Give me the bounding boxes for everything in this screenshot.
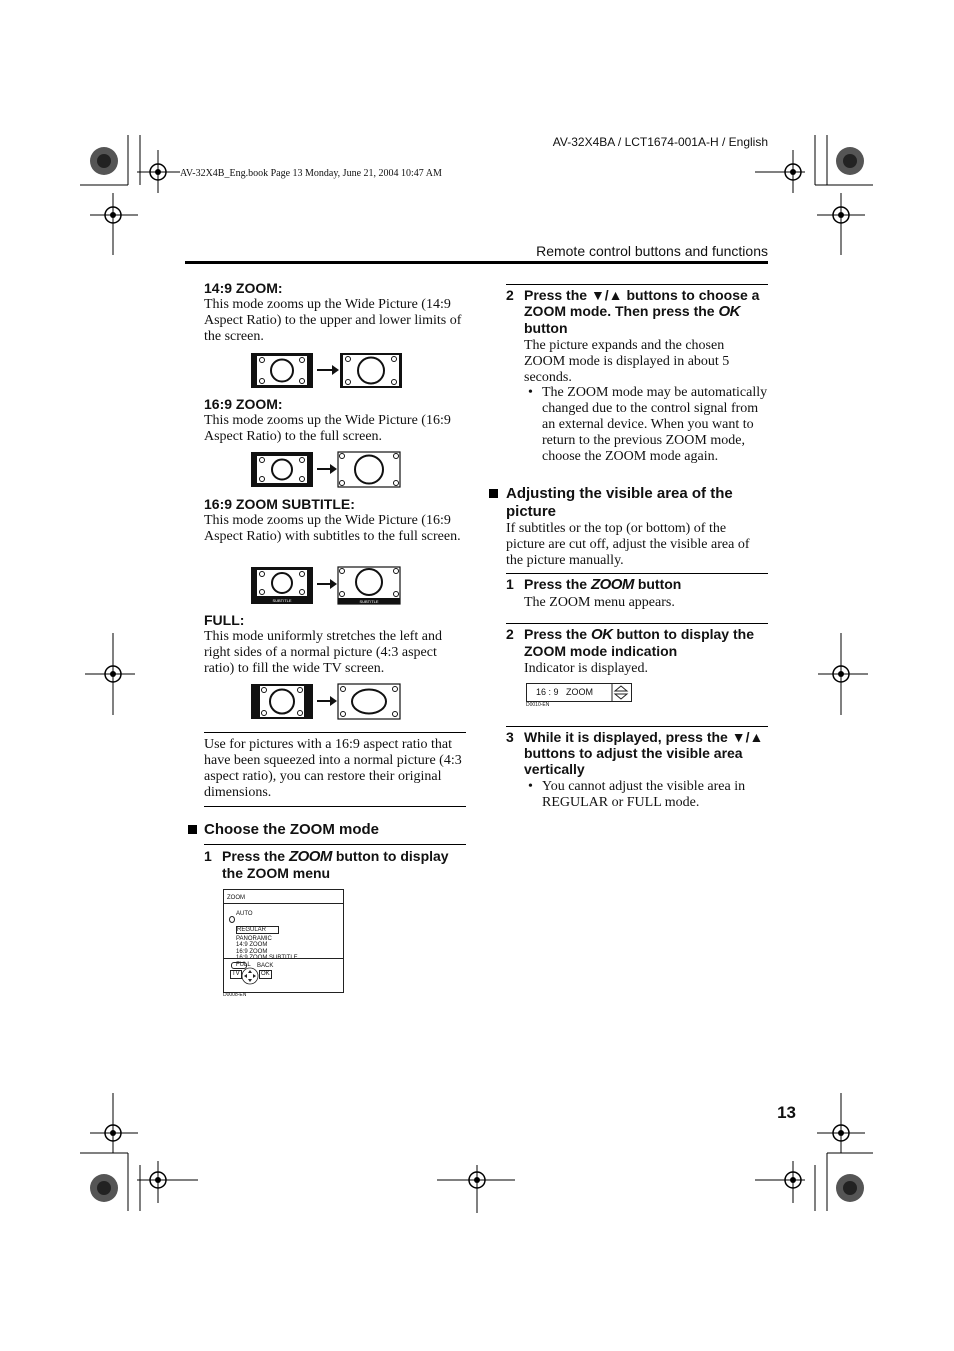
- right-step-1-number: 1: [506, 576, 514, 592]
- full-body: This mode uniformly stretches the left and right sides of a normal picture (4:3 aspect ratio) to fill the wide TV screen.: [204, 629, 442, 676]
- crop-mark-mid-right: [818, 633, 878, 715]
- zoom-149-title: 14:9 ZOOM:: [204, 280, 283, 296]
- zoom-169-diagram: [250, 451, 405, 489]
- right-step-2-number: 2: [506, 626, 514, 642]
- choose-zoom-rule: [204, 844, 466, 845]
- adjust-heading: Adjusting the visible area of the picture: [506, 485, 733, 520]
- aspect-note: Use for pictures with a 16:9 aspect ratio that have been squeezed into a normal picture (4:3 aspect ratio), you can restore their original dimensions.: [204, 737, 462, 800]
- right-step-1-text: Press the ZOOM button: [524, 576, 682, 593]
- menu-ok-label: OK: [261, 971, 270, 977]
- zoom-button-logo: ZOOM: [288, 848, 332, 865]
- list-item: • You cannot adjust the visible area in REGULAR or FULL mode.: [524, 779, 768, 811]
- menu-item-panoramic: PANORAMIC: [236, 935, 272, 942]
- menu-item-149-zoom: 14:9 ZOOM: [236, 942, 268, 948]
- right-top-rule: [506, 284, 768, 285]
- left-step-1-text: Press the ZOOM button to display the ZOOM menu: [222, 848, 449, 881]
- zoom-menu-title: ZOOM: [227, 895, 245, 901]
- right-step-2a-number: 2: [506, 287, 514, 303]
- right-step-2a-text: Press the ▼/▲ buttons to choose a ZOOM mode. Then press the OK button: [524, 287, 760, 336]
- down-up-arrows-icon: ▼/▲: [590, 287, 623, 303]
- book-stamp: AV-32X4B_Eng.book Page 13 Monday, June 21, 2004 10:47 AM: [180, 168, 442, 179]
- menu-item-full: FULL: [236, 961, 251, 968]
- right-step-2-rule: [506, 623, 768, 624]
- crop-mark-top-right: [755, 135, 875, 260]
- menu-item-169-zoom: 16:9 ZOOM: [236, 948, 268, 955]
- model-reference: AV-32X4BA / LCT1674-001A-H / English: [552, 135, 768, 149]
- zoom-menu-screenshot: [223, 889, 344, 993]
- right-step-3-bullets: [524, 779, 768, 811]
- arrow-pad-icon: [239, 966, 261, 986]
- zoom-169-title: 16:9 ZOOM:: [204, 396, 283, 412]
- zoom-149-body: This mode zooms up the Wide Picture (14:9 Aspect Ratio) to the upper and lower limits of the screen.: [204, 297, 462, 344]
- zoom-indicator-text: 16 : 9 ZOOM: [536, 687, 594, 697]
- section-title: Remote control buttons and functions: [536, 243, 768, 259]
- right-step-2-body: Indicator is displayed.: [524, 661, 649, 676]
- zoom-indicator-box: [526, 683, 632, 702]
- right-step-1-body: The ZOOM menu appears.: [524, 595, 675, 610]
- crop-mark-bottom-left: [80, 1093, 200, 1213]
- right-step-3-rule: [506, 726, 768, 727]
- subtitle-label-right: SUBTITLE: [359, 599, 379, 604]
- menu-tv-label: TV: [232, 971, 240, 977]
- crop-mark-top-left: [80, 135, 200, 260]
- ok-button-logo: OK: [718, 303, 740, 320]
- menu-back-label: BACK: [257, 963, 274, 969]
- crop-mark-mid-left: [85, 633, 145, 715]
- zoom-169-body: This mode zooms up the Wide Picture (16:9 Aspect Ratio) to the full screen.: [204, 413, 451, 444]
- note-top-rule: [204, 732, 466, 733]
- crop-mark-bottom-center: [437, 1165, 517, 1215]
- menu-selector-icon: [229, 916, 235, 923]
- right-step-3-text: While it is displayed, press the ▼/▲ buttons to adjust the visible area vertically: [524, 729, 764, 777]
- section-bullet-square: [489, 489, 498, 498]
- menu-item-169-subtitle: 16:9 ZOOM SUBTITLE: [236, 955, 298, 961]
- full-title: FULL:: [204, 612, 245, 628]
- right-step-1-rule: [506, 573, 768, 574]
- zoom-169-subtitle-body: This mode zooms up the Wide Picture (16:9 Aspect Ratio) with subtitles to the full screen.: [204, 513, 461, 544]
- menu-figure-code: D0008-EN: [223, 992, 247, 998]
- choose-zoom-heading: Choose the ZOOM mode: [204, 821, 380, 838]
- zoom-button-logo: ZOOM: [590, 576, 634, 593]
- header-rule: [185, 261, 768, 264]
- menu-item-auto: AUTO: [236, 911, 253, 917]
- right-step-2-text: Press the OK button to display the ZOOM mode indication: [524, 626, 754, 659]
- down-up-arrows-icon: ▼/▲: [731, 729, 764, 745]
- full-diagram: [250, 683, 405, 721]
- zoom-169-subtitle-title: 16:9 ZOOM SUBTITLE:: [204, 496, 355, 512]
- subtitle-label-left: SUBTITLE: [272, 598, 292, 603]
- adjust-body: If subtitles or the top (or bottom) of the picture are cut off, adjust the visible area of the picture manually.: [506, 521, 750, 568]
- indicator-figure-code: D0010-EN: [526, 702, 550, 708]
- zoom-149-diagram: [250, 352, 405, 390]
- page-number: 13: [777, 1103, 796, 1122]
- note-bottom-rule: [204, 806, 466, 807]
- right-step-2a-bullets: [524, 385, 768, 465]
- section-bullet-square: [188, 825, 197, 834]
- right-step-2a-body: The picture expands and the chosen ZOOM mode is displayed in about 5 seconds.: [524, 338, 730, 385]
- up-down-adjust-icon: [610, 684, 630, 701]
- left-step-1-number: 1: [204, 848, 212, 864]
- right-step-3-number: 3: [506, 729, 514, 745]
- ok-button-logo: OK: [590, 626, 613, 643]
- zoom-169-subtitle-diagram: [250, 566, 405, 606]
- list-item: • The ZOOM mode may be automatically changed due to the control signal from an external device. When you want to return to the previous ZOOM mode, choose the ZOOM mode again.: [524, 385, 768, 465]
- zoom-menu-items: [236, 911, 298, 968]
- menu-item-regular: REGULAR: [236, 926, 279, 935]
